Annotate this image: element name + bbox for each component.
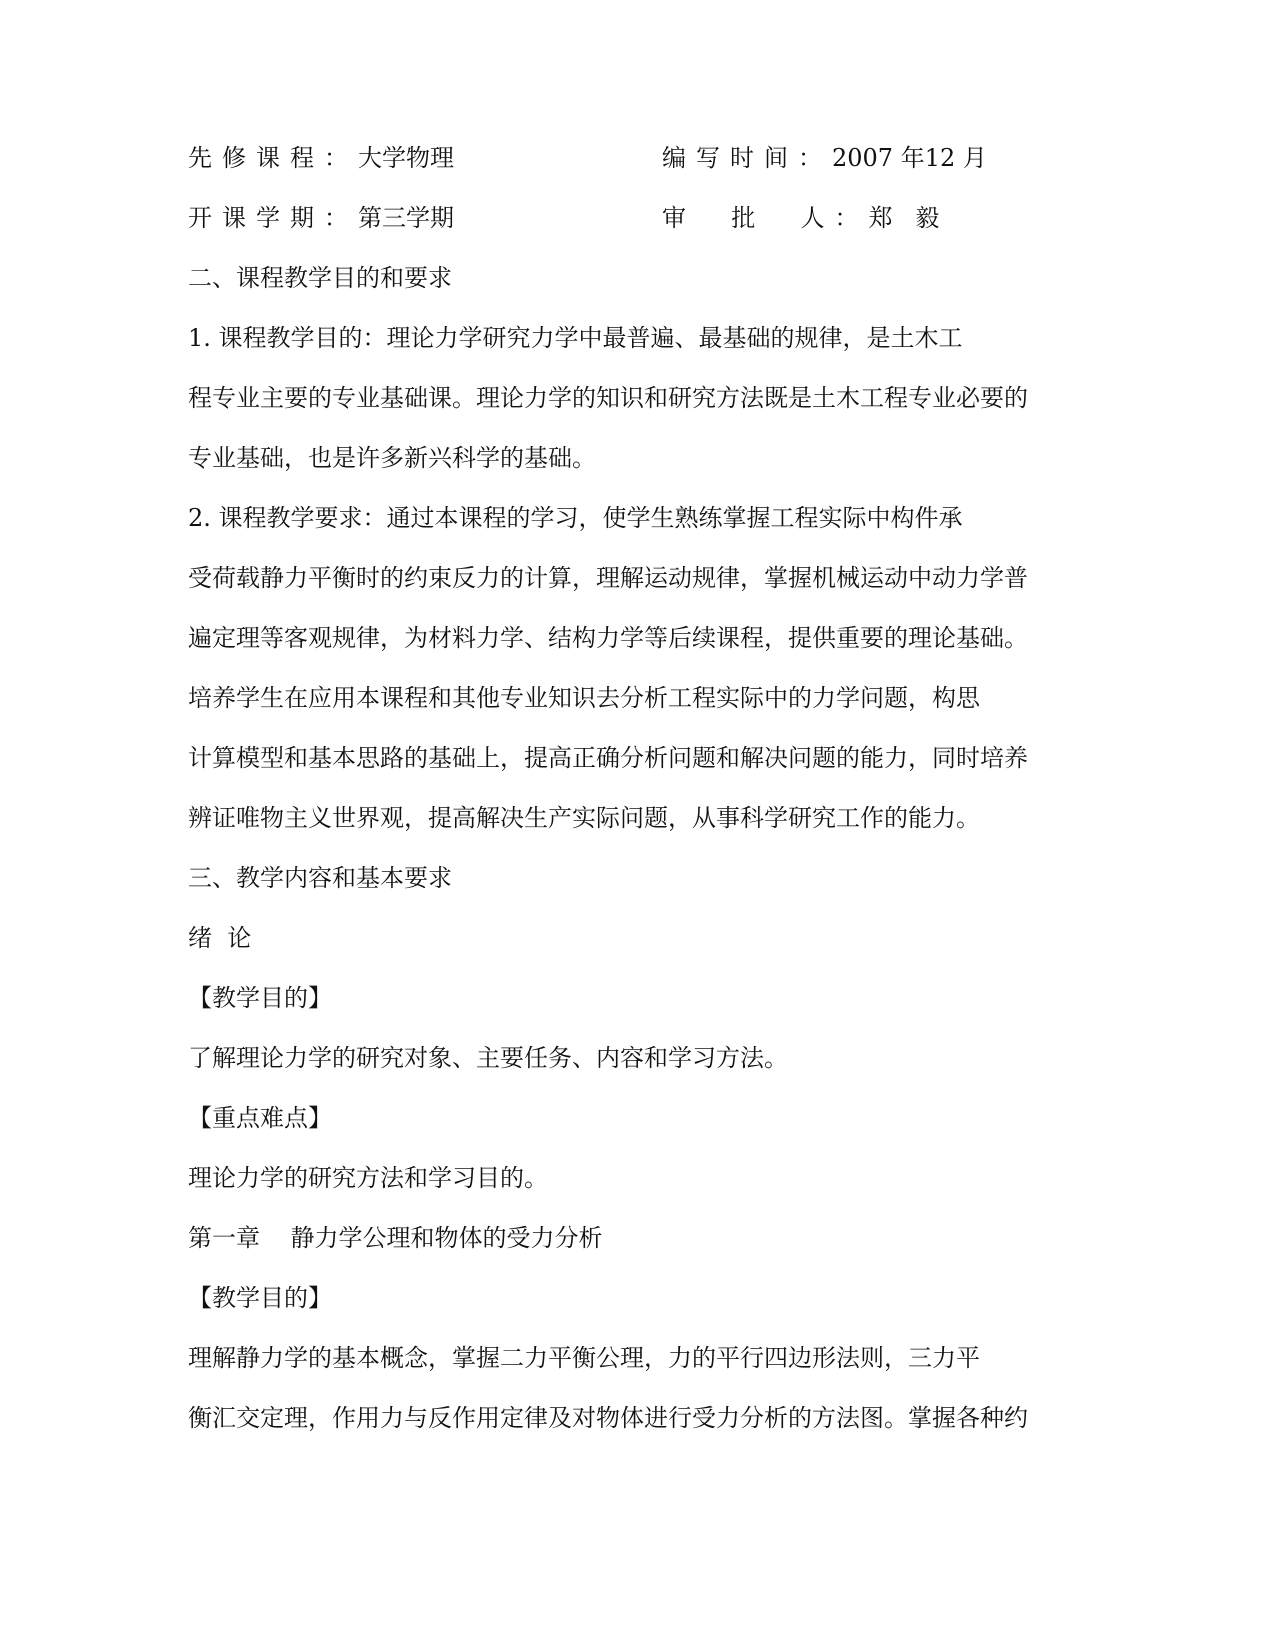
chapter1-goal-label: 【教学目的】	[188, 1284, 332, 1312]
para1-line1: 1. 课程教学目的：理论力学研究力学中最普遍、最基础的规律，是土木工	[188, 324, 963, 352]
chapter1-goal-line1: 理解静力学的基本概念，掌握二力平衡公理，力的平行四边形法则，三力平	[188, 1344, 980, 1372]
semester-row	[188, 203, 454, 233]
para3-line2: 计算模型和基本思路的基础上，提高正确分析问题和解决问题的能力，同时培养	[188, 744, 1028, 772]
para1-line3: 专业基础，也是许多新兴科学的基础。	[188, 444, 596, 472]
para3-line3: 辨证唯物主义世界观，提高解决生产实际问题，从事科学研究工作的能力。	[188, 804, 980, 832]
para2-line2: 受荷载静力平衡时的约束反力的计算，理解运动规律，掌握机械运动中动力学普	[188, 564, 1028, 592]
approver-value: 郑 毅	[868, 204, 940, 232]
intro-goal-label: 【教学目的】	[188, 984, 332, 1012]
written-time-value: 2007 年12 月	[832, 144, 987, 172]
section-heading-2: 二、课程教学目的和要求	[188, 264, 452, 292]
prereq-label: 先修课程：	[188, 144, 358, 172]
para2-line1: 2. 课程教学要求：通过本课程的学习，使学生熟练掌握工程实际中构件承	[188, 504, 963, 532]
section-heading-3: 三、教学内容和基本要求	[188, 864, 452, 892]
chapter1-heading: 第一章 静力学公理和物体的受力分析	[188, 1224, 603, 1252]
intro-key-label: 【重点难点】	[188, 1104, 332, 1132]
written-time-row	[662, 143, 987, 173]
semester-value: 第三学期	[358, 204, 454, 232]
semester-label: 开课学期：	[188, 204, 358, 232]
prereq-value: 大学物理	[358, 144, 454, 172]
intro-heading: 绪 论	[188, 924, 252, 952]
intro-goal-text: 了解理论力学的研究对象、主要任务、内容和学习方法。	[188, 1044, 788, 1072]
chapter1-goal-line2: 衡汇交定理，作用力与反作用定律及对物体进行受力分析的方法图。掌握各种约	[188, 1404, 1028, 1432]
intro-key-text: 理论力学的研究方法和学习目的。	[188, 1164, 548, 1192]
written-time-label: 编写时间：	[662, 144, 832, 172]
prereq-row	[188, 143, 454, 173]
para2-line3: 遍定理等客观规律，为材料力学、结构力学等后续课程，提供重要的理论基础。	[188, 624, 1028, 652]
para1-line2: 程专业主要的专业基础课。理论力学的知识和研究方法既是土木工程专业必要的	[188, 384, 1028, 412]
approver-label: 审 批 人：	[662, 204, 869, 232]
approver-row	[662, 203, 939, 233]
para3-line1: 培养学生在应用本课程和其他专业知识去分析工程实际中的力学问题，构思	[188, 684, 980, 712]
